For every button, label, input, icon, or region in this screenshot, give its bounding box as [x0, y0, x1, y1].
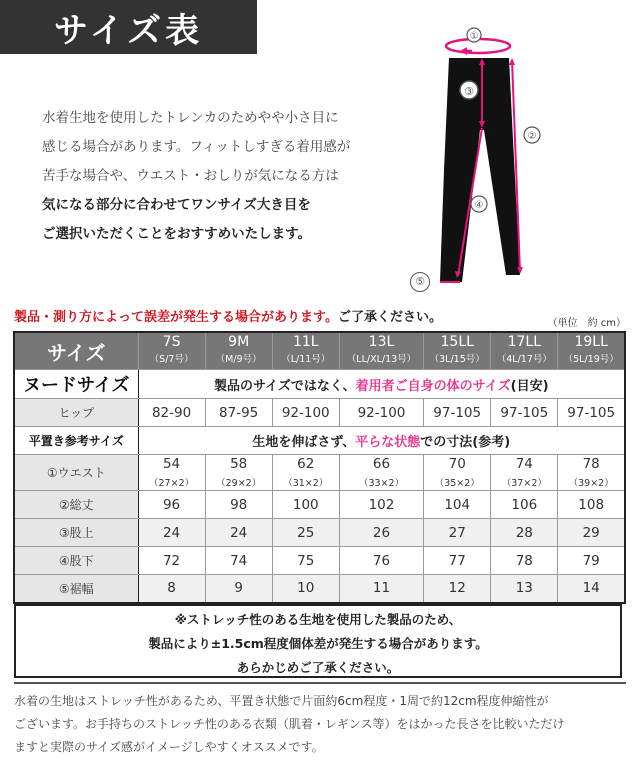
- intro-line: 水着生地を使用したトレンカのためやや小さ目に: [42, 110, 339, 126]
- intro-line-emphasis: 気になる部分に合わせてワンサイズ大き目を: [42, 197, 311, 213]
- hip-label: ヒップ: [14, 399, 138, 427]
- caution-black: ご了承ください。: [337, 310, 442, 325]
- size-col-13l: 13L （LL/XL/13号）: [339, 332, 423, 370]
- svg-text:①: ①: [469, 31, 479, 42]
- table-cell: 9: [205, 575, 272, 603]
- table-cell: 24: [138, 519, 205, 547]
- table-cell: 12: [424, 575, 491, 603]
- table-cell: 92-100: [339, 399, 423, 427]
- table-cell: 82-90: [138, 399, 205, 427]
- flat-size-description: 生地を伸ばさず、平らな状態での寸法(参考): [138, 427, 625, 455]
- divider: [14, 682, 626, 684]
- table-cell: 25: [272, 519, 339, 547]
- size-col-9m: 9M （M/9号）: [205, 332, 272, 370]
- inseam-label: ④股下: [14, 547, 138, 575]
- note-line: あらかじめご了承ください。: [236, 660, 400, 675]
- table-cell: 54 （27×2）: [138, 455, 205, 491]
- flat-size-row: [14, 427, 625, 455]
- table-cell: 28: [491, 519, 558, 547]
- footer-line: ございます。お手持ちのストレッチ性のある衣類（肌着・レギンス等）をはかった長さを比較いただけ: [14, 717, 565, 731]
- table-cell: 97-105: [491, 399, 558, 427]
- rise-label: ③股上: [14, 519, 138, 547]
- table-cell: 72: [138, 547, 205, 575]
- nude-size-description: 製品のサイズではなく、着用者ご自身の体のサイズ(目安): [138, 370, 625, 399]
- table-cell: 66 （33×2）: [339, 455, 423, 491]
- rise-row: [14, 519, 625, 547]
- intro-line: 感じる場合があります。フィットしすぎる着用感が: [42, 139, 351, 155]
- nude-size-label: ヌードサイズ: [14, 370, 138, 399]
- footer-line: ますと実際のサイズ感がイメージしやすくオススメです。: [14, 740, 324, 754]
- svg-text:④: ④: [474, 200, 484, 211]
- table-cell: 70 （35×2）: [424, 455, 491, 491]
- table-cell: 74 （37×2）: [491, 455, 558, 491]
- note-line: 製品により±1.5cm程度個体差が発生する場合があります。: [148, 636, 488, 651]
- leggings-measurement-diagram: [440, 20, 580, 292]
- table-cell: 24: [205, 519, 272, 547]
- leggings-silhouette-icon: [440, 58, 520, 282]
- table-cell: 78 （39×2）: [558, 455, 625, 491]
- footer-line: 水着の生地はストレッチ性があるため、平置き状態で片面約6cm程度・1周で約12cm程度伸縮性が: [14, 694, 549, 708]
- svg-text:②: ②: [527, 131, 537, 142]
- table-cell: 106: [491, 491, 558, 519]
- table-cell: 77: [424, 547, 491, 575]
- table-cell: 87-95: [205, 399, 272, 427]
- total-length-row: [14, 491, 625, 519]
- table-cell: 29: [558, 519, 625, 547]
- table-cell: 11: [339, 575, 423, 603]
- table-cell: 79: [558, 547, 625, 575]
- caution-text: [14, 306, 442, 325]
- table-cell: 27: [424, 519, 491, 547]
- size-col-11l: 11L （L/11号）: [272, 332, 339, 370]
- table-cell: 10: [272, 575, 339, 603]
- caution-red: 製品・測り方によって誤差が発生する場合があります。: [14, 310, 338, 325]
- title-banner: [0, 0, 257, 54]
- size-table: [13, 331, 626, 604]
- table-cell: 97-105: [558, 399, 625, 427]
- table-cell: 8: [138, 575, 205, 603]
- intro-text: [42, 104, 372, 249]
- table-cell: 97-105: [424, 399, 491, 427]
- table-cell: 74: [205, 547, 272, 575]
- table-cell: 14: [558, 575, 625, 603]
- inseam-row: [14, 547, 625, 575]
- size-header-label: サイズ: [14, 332, 138, 370]
- table-cell: 13: [491, 575, 558, 603]
- table-cell: 98: [205, 491, 272, 519]
- waist-label: ①ウエスト: [14, 455, 138, 491]
- total-length-label: ②総丈: [14, 491, 138, 519]
- header-row: [14, 332, 625, 370]
- table-cell: 100: [272, 491, 339, 519]
- table-cell: 108: [558, 491, 625, 519]
- stretch-note-box: [14, 604, 622, 678]
- table-cell: 92-100: [272, 399, 339, 427]
- table-cell: 75: [272, 547, 339, 575]
- table-cell: 96: [138, 491, 205, 519]
- intro-line-emphasis: ご選択いただくことをおすすめいたします。: [42, 226, 312, 242]
- size-col-17ll: 17LL （4L/17号）: [491, 332, 558, 370]
- size-col-19ll: 19LL （5L/19号）: [558, 332, 625, 370]
- page-title: サイズ表: [53, 10, 204, 51]
- flat-size-label: 平置き参考サイズ: [14, 427, 138, 455]
- size-col-7s: 7S （S/7号）: [138, 332, 205, 370]
- note-line: ※ストレッチ性のある生地を使用した製品のため、: [174, 612, 462, 627]
- table-cell: 58 （29×2）: [205, 455, 272, 491]
- table-cell: 26: [339, 519, 423, 547]
- diagram-label-5: ⑤: [410, 272, 430, 292]
- nude-size-row: [14, 370, 625, 399]
- footer-text: [14, 690, 626, 759]
- table-cell: 62 （31×2）: [272, 455, 339, 491]
- table-cell: 76: [339, 547, 423, 575]
- size-col-15ll: 15LL （3L/15号）: [424, 332, 491, 370]
- unit-label: （単位 約 cm）: [547, 318, 626, 329]
- table-cell: 104: [424, 491, 491, 519]
- table-cell: 102: [339, 491, 423, 519]
- hip-row: [14, 399, 625, 427]
- svg-text:③: ③: [464, 85, 474, 98]
- intro-line: 苦手な場合や、ウエスト・おしりが気になる方は: [42, 168, 339, 184]
- hem-width-label: ⑤裾幅: [14, 575, 138, 603]
- waist-row: [14, 455, 625, 491]
- hem-width-row: [14, 575, 625, 603]
- table-cell: 78: [491, 547, 558, 575]
